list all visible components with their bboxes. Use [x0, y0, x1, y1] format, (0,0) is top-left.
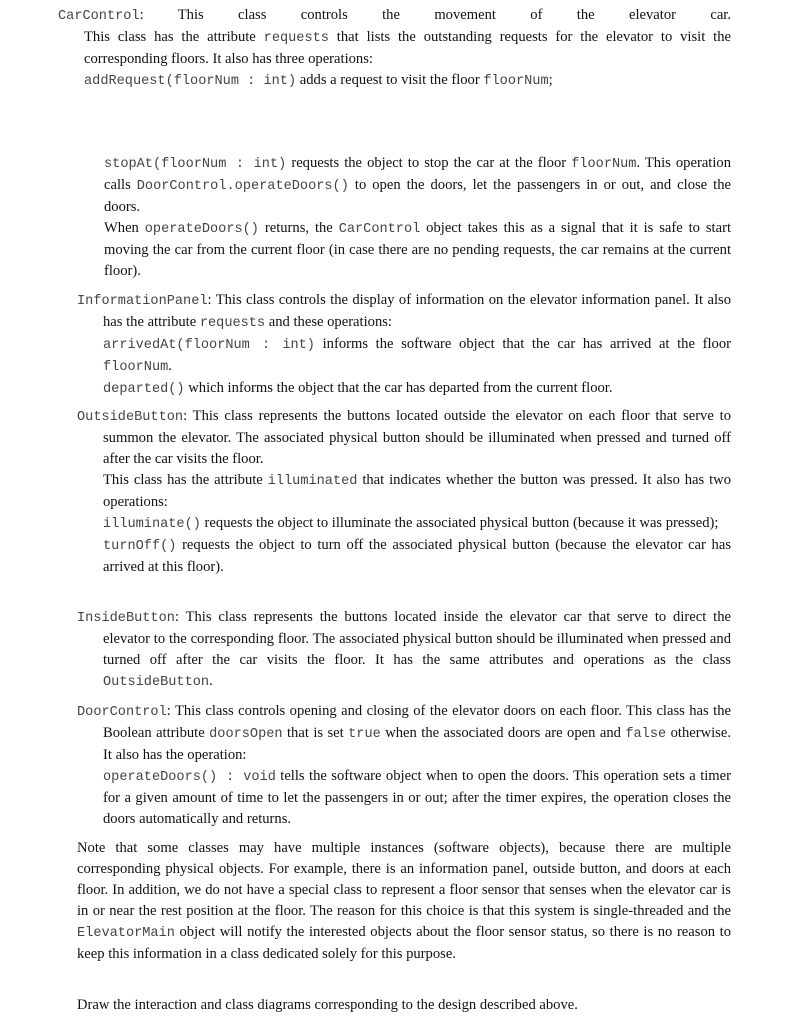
class-name-doorcontrol: DoorControl — [77, 705, 167, 720]
carcontrol-intro: : This class controls the movement of the elevator car. — [139, 7, 731, 23]
task-instruction: Draw the interaction and class diagrams corresponding to the design described above. — [77, 997, 578, 1013]
insidebutton-description: InsideButton: This class represents the buttons located inside the elevator car that serve to direct the elevator to the corresponding floor. The associated physical button should be illuminated when pressed and turned off after the car visits the floor. It has the same attributes and operations as the class OutsideButton. — [77, 609, 735, 690]
class-name-insidebutton: InsideButton — [77, 611, 175, 626]
attr-requests: requests — [263, 31, 329, 46]
doorcontrol-block — [77, 701, 735, 830]
carcontrol-description: This class has the attribute requests that lists the outstanding requests for the elevator to visit the corresponding floors. It also has three operations: — [84, 29, 735, 67]
informationpanel-block — [77, 290, 735, 400]
op-operate-doors: operateDoors() : void tells the software object when to open the doors. This operation sets a timer for a given amount of time to let the passengers in or out; after the timer expires, the operation closes the doors automatically and returns. — [103, 768, 735, 827]
op-add-request: addRequest(floorNum : int) adds a request to visit the floor floorNum; — [84, 72, 553, 89]
informationpanel-description: InformationPanel: This class controls the display of information on the elevator information panel. It also has the attribute requests and these operations: — [77, 292, 735, 331]
elevatormain-ref: ElevatorMain — [77, 926, 175, 941]
carcontrol-intro-line — [58, 5, 731, 27]
outsidebutton-attribute: This class has the attribute illuminated that indicates whether the button was pressed. It also has two operations: — [103, 472, 735, 510]
carcontrol-when-note: When operateDoors() returns, the CarControl object takes this as a signal that it is safe to start moving the car from the current floor (in case there are no pending requests, the car remains at the current floor). — [104, 220, 735, 279]
carcontrol-block — [58, 5, 735, 92]
carcontrol-stop-block — [104, 153, 735, 282]
note-paragraph: Note that some classes may have multiple instances (software objects), because there are multiple corresponding physical objects. For example, there is an information panel, outside button, and doors at each floor. In addition, we do not have a special class to represent a floor sensor that senses when the elevator car is in or near the rest position at the floor. The reason for this choice is that this system is single-threaded and the ElevatorMain object will notify the interested objects about the floor sensor status, so there is no reason to keep this information in a class dedicated solely for this purpose. — [77, 840, 735, 962]
class-name-outsidebutton: OutsideButton — [77, 410, 184, 425]
op-departed: departed() which informs the object that the car has departed from the current floor. — [103, 380, 613, 397]
class-name-informationpanel: InformationPanel — [77, 294, 208, 309]
op-arrived-at: arrivedAt(floorNum : int) informs the software object that the car has arrived at the floor floorNum. — [103, 336, 735, 375]
outsidebutton-description: OutsideButton: This class represents the buttons located outside the elevator on each floor that serve to summon the elevator. The associated physical button should be illuminated when pressed and turned off after the car visits the floor. — [77, 408, 735, 467]
class-name-carcontrol: CarControl — [58, 9, 140, 24]
op-stop-at: stopAt(floorNum : int) requests the object to stop the car at the floor floorNum. This operation calls DoorControl.operateDoors() to open the doors, let the passengers in or out, and close the doors. — [104, 155, 735, 215]
outsidebutton-block — [77, 406, 735, 578]
op-illuminate: illuminate() requests the object to illuminate the associated physical button (because it was pressed); — [103, 515, 719, 532]
doorcontrol-description: DoorControl: This class controls opening and closing of the elevator doors on each floor. This class has the Boolean attribute doorsOpen that is set true when the associated doors are open and false otherwise. It also has the operation: — [77, 703, 735, 763]
insidebutton-block — [77, 607, 735, 693]
op-turn-off: turnOff() requests the object to turn off the associated physical button (because the elevator car has arrived at this floor). — [103, 537, 735, 575]
